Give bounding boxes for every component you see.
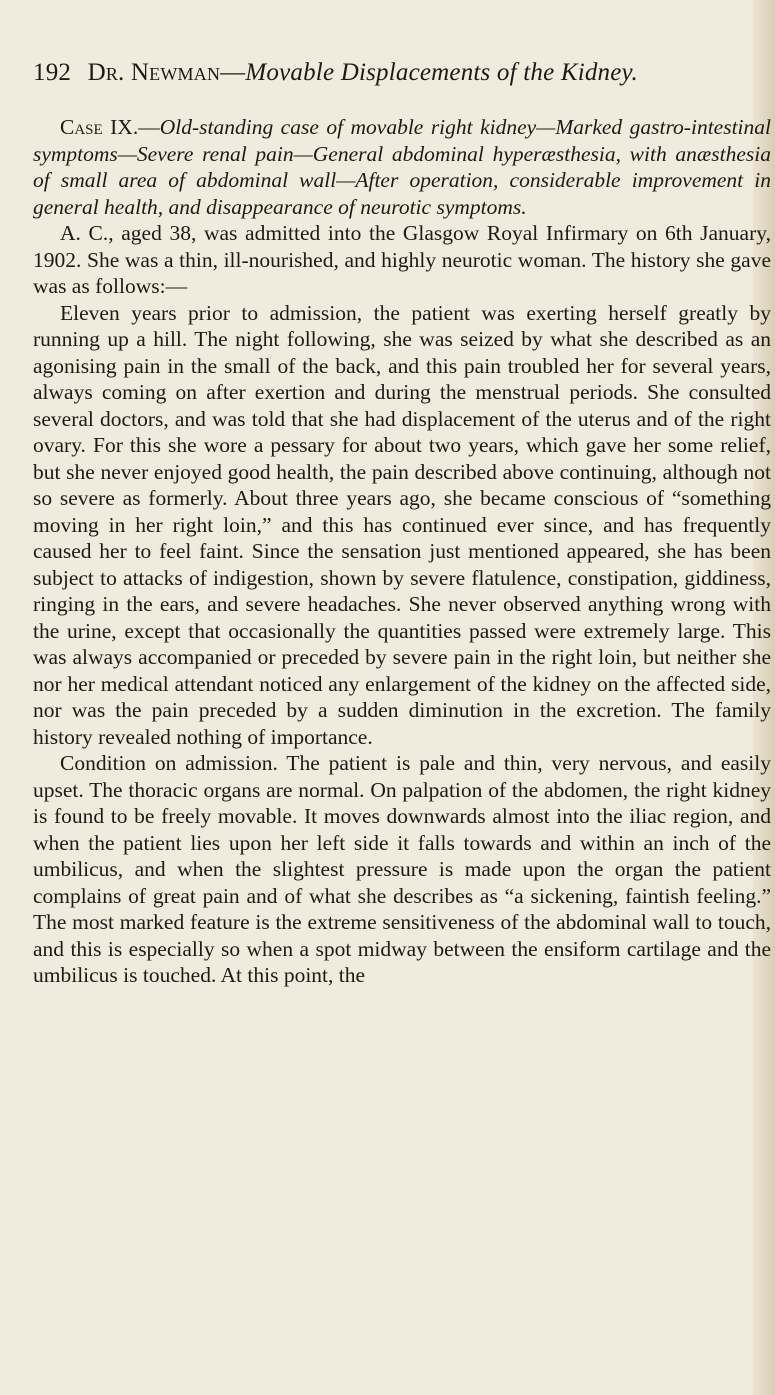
page-number: 192 — [33, 59, 72, 86]
book-page — [33, 58, 771, 989]
case-title: Old-standing case of movable right kidney—Marked gastro-intestinal symptoms—Severe renal pain—General abdominal hyperæsthesia, with anæsthesia of small area of abdominal wall—After operation, considerable improvement in general health, and disappearance of neurotic symptoms. — [33, 115, 771, 219]
article-body — [33, 114, 771, 989]
paragraph-condition: Condition on admission. The patient is pale and thin, very nervous, and easily upset. The thoracic organs are normal. On palpation of the abdomen, the right kidney is found to be freely movable. It moves downwards almost into the iliac region, and when the patient lies upon her left side it falls towards and within an inch of the umbilicus, and when the slightest pressure is made upon the organ the patient complains of great pain and of what she describes as “a sickening, faintish feeling.” The most marked feature is the extreme sensitiveness of the abdominal wall to touch, and this is especially so when a spot midway between the ensiform cartilage and the umbilicus is touched. At this point, the — [33, 751, 771, 987]
running-head-title: Movable Displacements of the Kidney. — [245, 59, 638, 86]
paragraph-admission: A. C., aged 38, was admitted into the Glasgow Royal Infirmary on 6th January, 1902. She was a thin, ill-nourished, and highly neurotic woman. The history she gave was as follows:— — [33, 221, 771, 298]
case-heading — [33, 114, 771, 220]
running-head — [33, 58, 771, 88]
running-head-author: Dr. Newman— — [87, 59, 246, 86]
paragraph-history: Eleven years prior to admission, the patient was exerting herself greatly by running up a hill. The night following, she was seized by what she described as an agonising pain in the small of the back, and this pain troubled her for several years, always coming on after exertion and during the menstrual periods. She consulted several doctors, and was told that she had displacement of the uterus and of the right ovary. For this she wore a pessary for about two years, which gave her some relief, but she never enjoyed good health, the pain described above continuing, although not so severe as formerly. About three years ago, she became conscious of “something moving in her right loin,” and this has continued ever since, and has frequently caused her to feel faint. Since the sensation just mentioned appeared, she has been subject to attacks of indigestion, shown by severe flatulence, constipation, giddiness, ringing in the ears, and severe headaches. She never observed anything wrong with the urine, except that occasionally the quantities passed were extremely large. This was always accompanied or preceded by severe pain in the right loin, but neither she nor her medical attendant noticed any enlargement of the kidney on the affected side, nor was the pain preceded by a sudden diminution in the excretion. The family history revealed nothing of importance. — [33, 300, 771, 749]
case-label: Case IX.— — [60, 115, 160, 139]
